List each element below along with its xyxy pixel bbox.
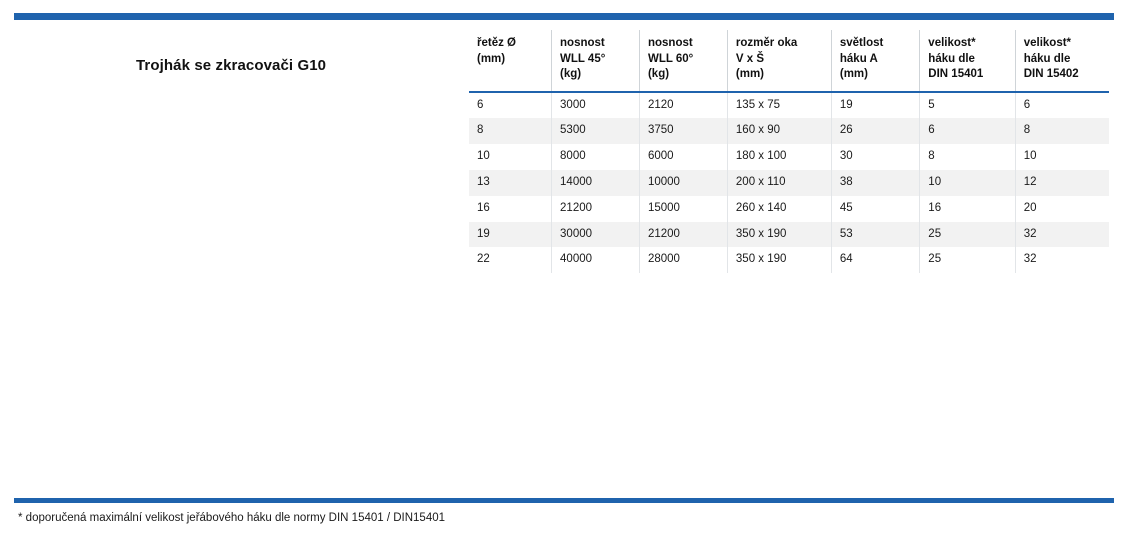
column-header-eye-dimension: [727, 30, 831, 92]
cell-hook-size-din-15401: 8: [920, 144, 1015, 170]
cell-eye-dimension: 180 x 100: [727, 144, 831, 170]
header-line: nosnost: [560, 37, 605, 49]
cell-hook-opening: 26: [831, 118, 919, 144]
footnote: * doporučená maximální velikost jeřábového háku dle normy DIN 15401 / DIN15401: [18, 512, 446, 524]
header-line: háku A: [839, 52, 878, 65]
page-title: Trojhák se zkracovači G10: [136, 57, 327, 74]
cell-hook-size-din-15402: 32: [1015, 247, 1109, 273]
cell-eye-dimension: 200 x 110: [727, 170, 831, 196]
header-line: řetěz Ø: [477, 37, 516, 49]
column-header-hook-size-din-15401: [920, 30, 1015, 92]
header-line: (kg): [647, 68, 670, 81]
cell-hook-size-din-15402: 8: [1015, 118, 1109, 144]
cell-hook-size-din-15402: 32: [1015, 222, 1109, 248]
header-line: V x Š: [735, 52, 765, 65]
column-header-wll-60: [639, 30, 727, 92]
cell-eye-dimension: 160 x 90: [727, 118, 831, 144]
table-row: [469, 118, 1109, 144]
header-line: rozměr oka: [735, 37, 798, 49]
cell-hook-size-din-15402: 10: [1015, 144, 1109, 170]
table-row: [469, 196, 1109, 222]
table-row: [469, 92, 1109, 119]
cell-chain-diameter: 10: [477, 150, 490, 163]
column-header-hook-opening: [831, 30, 919, 92]
cell-wll-45: 40000: [552, 247, 640, 273]
cell-wll-45: 5300: [552, 118, 640, 144]
cell-wll-60: 2120: [639, 92, 727, 119]
cell-chain-diameter: 19: [477, 227, 490, 240]
cell-hook-size-din-15402: 6: [1015, 92, 1109, 119]
cell-eye-dimension: 135 x 75: [727, 92, 831, 119]
cell-wll-45: 14000: [552, 170, 640, 196]
cell-chain-diameter: 8: [477, 124, 484, 137]
cell-hook-opening: 38: [831, 170, 919, 196]
header-line: háku dle: [928, 52, 975, 65]
table-row: [469, 144, 1109, 170]
header-line: DIN 15402: [1023, 68, 1079, 81]
header-line: (kg): [560, 68, 582, 81]
cell-wll-45: 3000: [552, 92, 640, 119]
cell-hook-size-din-15401: 5: [920, 92, 1015, 119]
cell-wll-45: 8000: [552, 144, 640, 170]
header-line: velikost*: [1023, 37, 1072, 49]
table-row: [469, 222, 1109, 248]
cell-hook-size-din-15401: 16: [920, 196, 1015, 222]
header-line: háku dle: [1023, 52, 1071, 65]
cell-hook-opening: 53: [831, 222, 919, 248]
specification-table: [469, 30, 1109, 273]
cell-wll-60: 28000: [639, 247, 727, 273]
header-line: světlost: [839, 37, 884, 49]
cell-wll-45: 30000: [552, 222, 640, 248]
cell-hook-opening: 19: [831, 92, 919, 119]
cell-eye-dimension: 350 x 190: [727, 247, 831, 273]
header-line: DIN 15401: [928, 68, 984, 81]
table-header-row: [469, 30, 1109, 92]
header-line: velikost*: [928, 37, 976, 49]
cell-hook-opening: 64: [831, 247, 919, 273]
header-line: WLL 60°: [647, 52, 694, 65]
cell-chain-diameter: 13: [477, 175, 490, 188]
top-accent-bar: [14, 13, 1114, 20]
cell-wll-60: 10000: [639, 170, 727, 196]
header-line: (mm): [735, 68, 765, 81]
cell-chain-diameter: 22: [477, 253, 490, 266]
bottom-accent-bar: [14, 498, 1114, 503]
cell-hook-size-din-15401: 25: [920, 247, 1015, 273]
cell-chain-diameter: 6: [477, 98, 484, 111]
cell-wll-60: 3750: [639, 118, 727, 144]
header-line: nosnost: [647, 37, 693, 49]
cell-wll-60: 15000: [639, 196, 727, 222]
cell-wll-60: 21200: [639, 222, 727, 248]
cell-eye-dimension: 350 x 190: [727, 222, 831, 248]
cell-wll-45: 21200: [552, 196, 640, 222]
cell-wll-60: 6000: [639, 144, 727, 170]
cell-hook-opening: 45: [831, 196, 919, 222]
cell-hook-opening: 30: [831, 144, 919, 170]
cell-hook-size-din-15401: 6: [920, 118, 1015, 144]
cell-hook-size-din-15402: 20: [1015, 196, 1109, 222]
specification-table-container: [469, 30, 1109, 273]
table-header: [469, 30, 1109, 92]
cell-hook-size-din-15401: 10: [920, 170, 1015, 196]
column-header-hook-size-din-15402: [1015, 30, 1109, 92]
table-row: [469, 247, 1109, 273]
cell-hook-size-din-15402: 12: [1015, 170, 1109, 196]
column-header-chain-diameter: [469, 30, 552, 92]
cell-eye-dimension: 260 x 140: [727, 196, 831, 222]
header-line: WLL 45°: [560, 52, 606, 65]
cell-hook-size-din-15401: 25: [920, 222, 1015, 248]
cell-chain-diameter: 16: [477, 201, 490, 214]
header-line: (mm): [839, 68, 868, 81]
column-header-wll-45: [552, 30, 640, 92]
table-body: [469, 92, 1109, 274]
header-line: (mm): [477, 52, 506, 65]
table-row: [469, 170, 1109, 196]
